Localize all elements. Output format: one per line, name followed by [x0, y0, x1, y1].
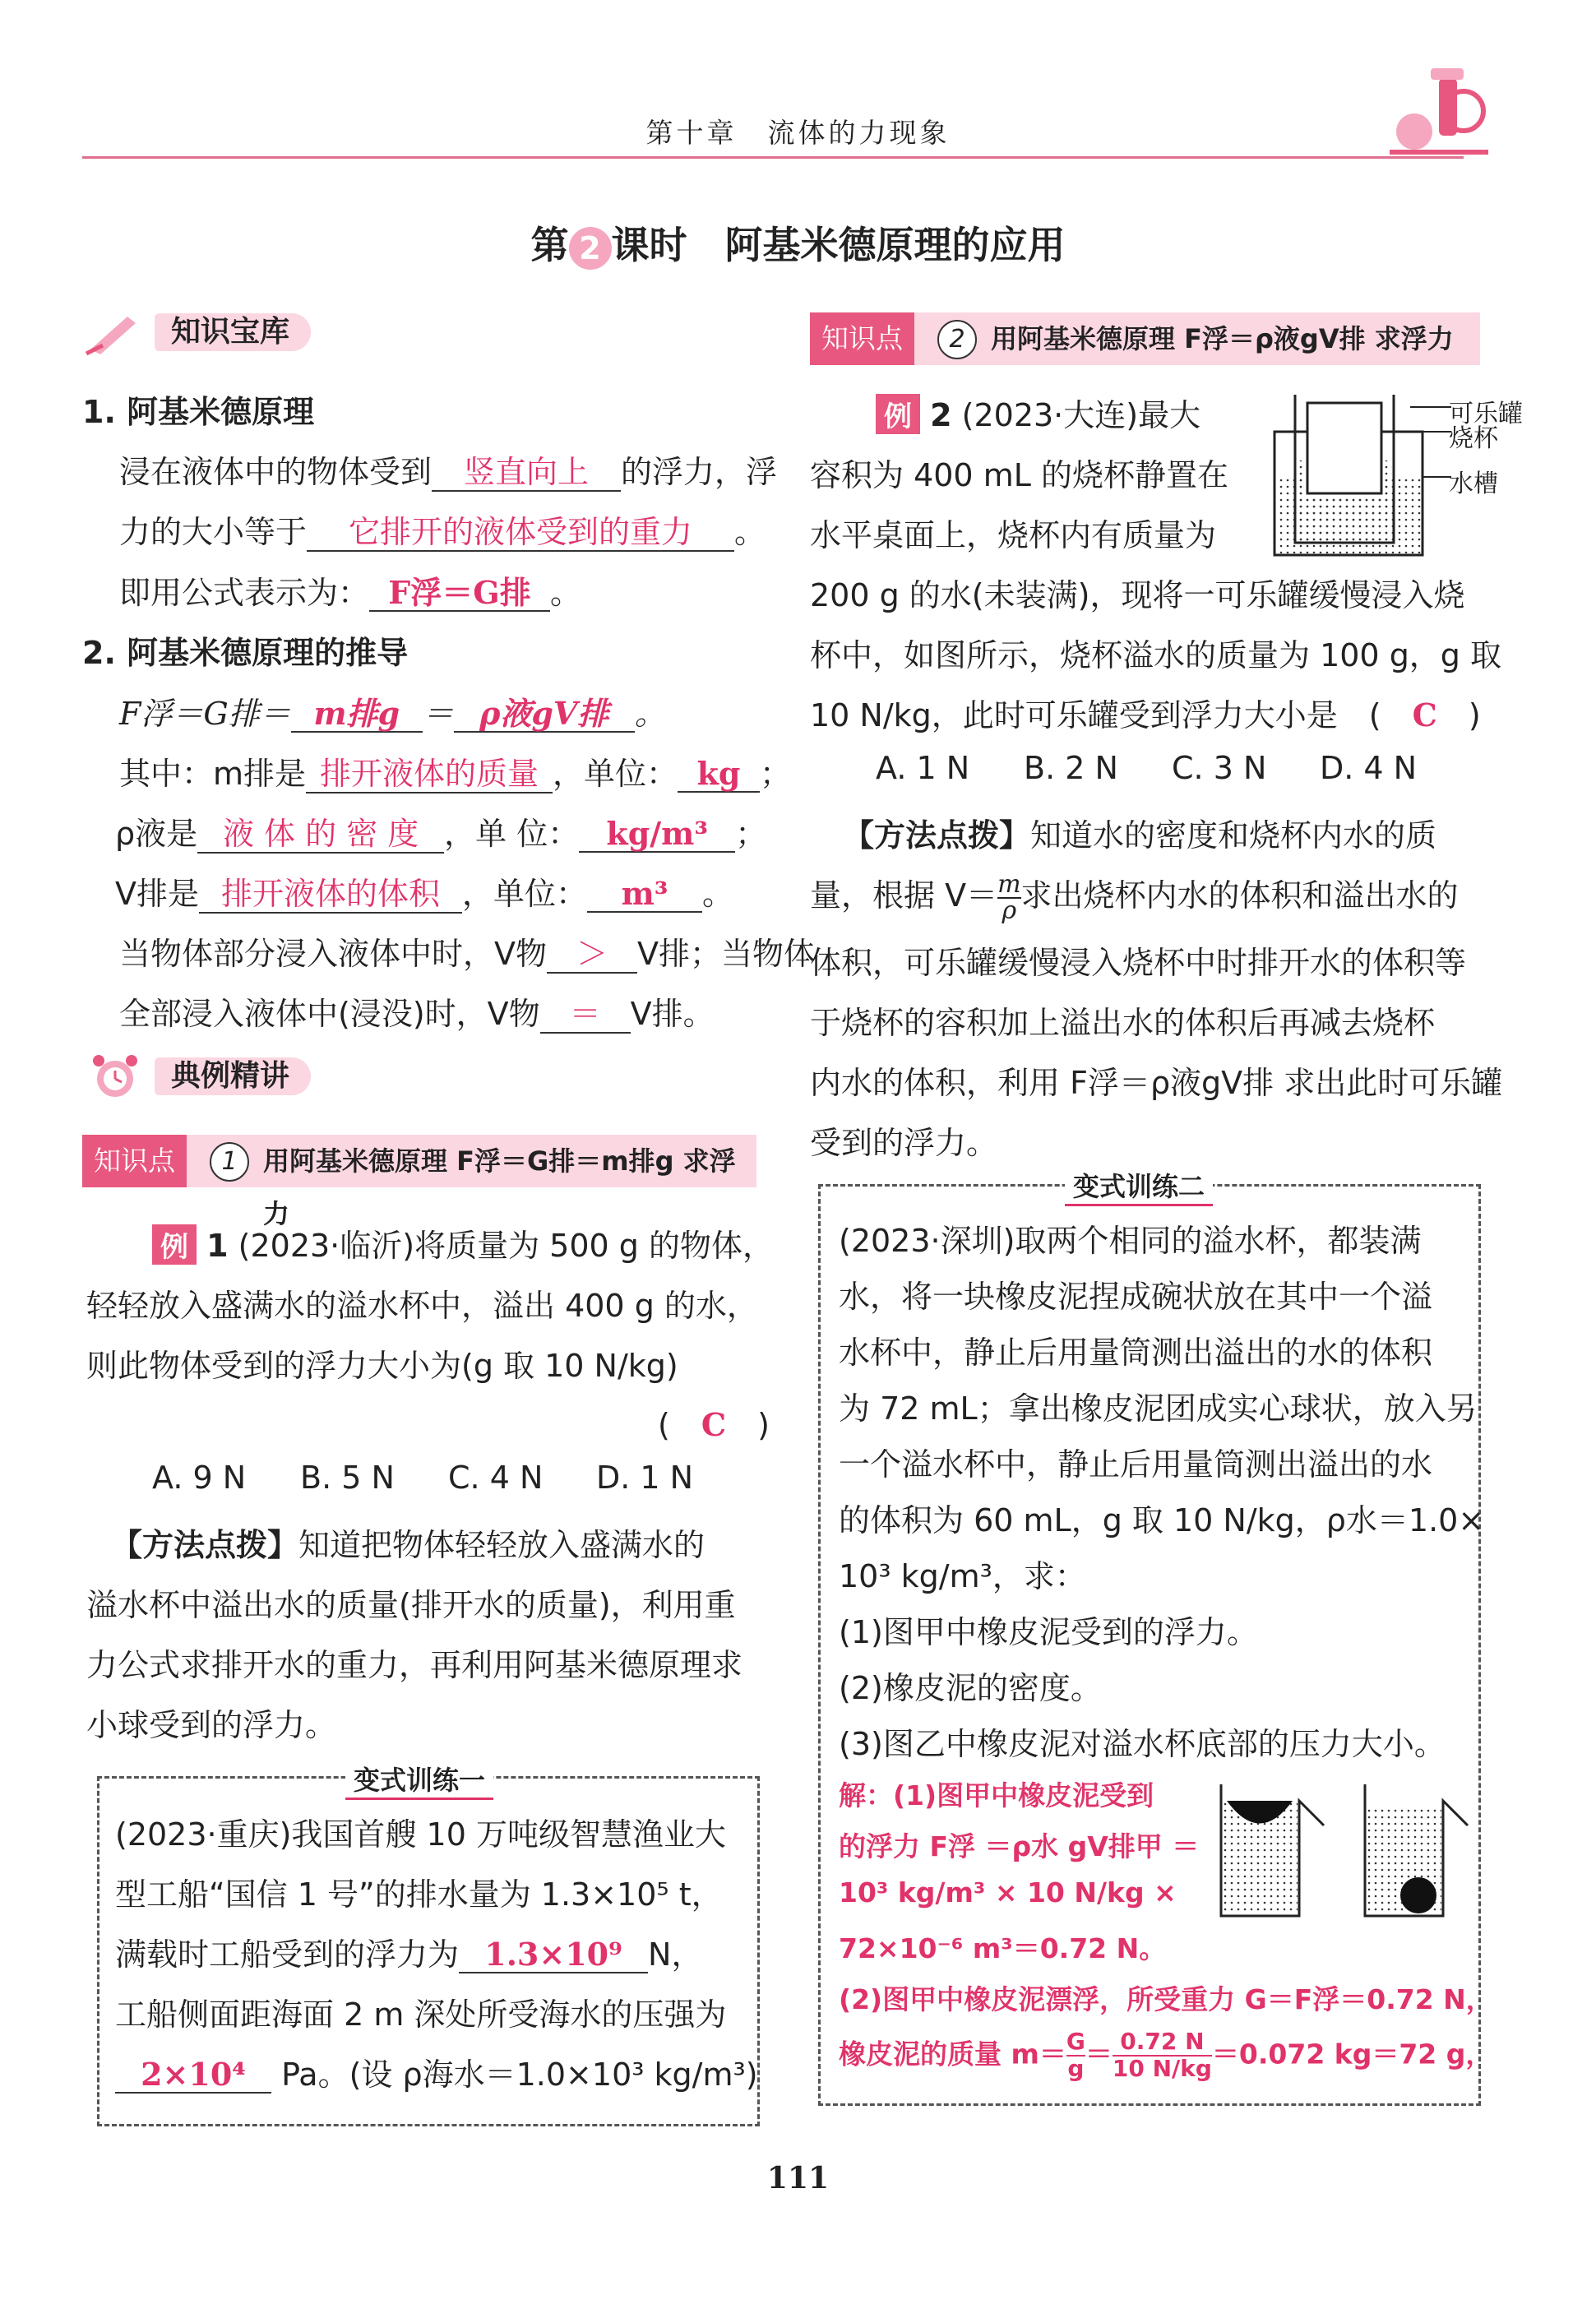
variant2-line7: 10³ kg/m³，求：: [839, 1558, 1086, 1594]
answer-blank: 竖直向上: [432, 456, 621, 492]
lesson-prefix: 第: [530, 223, 569, 267]
kp-title: 用阿基米德原理 F浮＝ρ液gV排 求浮力: [991, 323, 1454, 354]
answer-blank: F浮＝G排: [369, 576, 550, 612]
variant2-q2: (2)橡皮泥的密度。: [839, 1670, 1102, 1706]
example1-line3: 则此物体受到的浮力大小为(g 取 10 N/kg): [86, 1348, 678, 1384]
knowledge-item1-line3: 即用公式表示为： F浮＝G排 。: [119, 574, 582, 611]
lesson-number: 2: [569, 227, 612, 270]
variant2-line2: 水，将一块橡皮泥捏成碗状放在其中一个溢: [839, 1279, 1433, 1315]
answer-blank: 液 体 的 密 度: [197, 817, 444, 854]
volume-definition: V排是 排开液体的体积 ，单位： m³ 。: [115, 875, 734, 912]
chapter-header: 第十章 流体的力现象: [645, 117, 951, 149]
example2-method-line6: 受到的浮力。: [810, 1125, 998, 1161]
example2-line6: 10 N/kg，此时可乐罐受到浮力大小是 ( C ): [810, 696, 1481, 733]
example2-line4: 200 g 的水(未装满)，现将一可乐罐缓慢浸入烧: [810, 577, 1465, 613]
variant1-line4: 工船侧面距海面 2 m 深处所受海水的压强为: [115, 1996, 727, 2033]
example1-answer: ( C ): [658, 1406, 770, 1443]
answer-blank: 排开液体的质量: [306, 757, 553, 793]
knowledge-item1-line1: 浸在液体中的物体受到 竖直向上 的浮力，浮: [119, 454, 778, 490]
kp-tag: 知识点: [82, 1135, 187, 1187]
variant1-line5: 2×10⁴ Pa。(设 ρ海水＝1.0×10³ kg/m³): [115, 2049, 758, 2094]
variant2-title: 变式训练二: [1065, 1166, 1213, 1206]
variant2-solution-line5: (2)图甲中橡皮泥漂浮，所受重力 G＝F浮＝0.72 N，: [839, 1983, 1493, 2015]
example2-line2: 容积为 400 mL 的烧杯静置在: [810, 457, 1228, 493]
answer-blank: kg: [678, 756, 760, 793]
example-tag: 例: [876, 394, 920, 434]
answer-blank: m排g: [291, 696, 423, 733]
example1-option-d: D. 1 N: [596, 1460, 694, 1496]
microscope-icon: [1381, 62, 1497, 164]
knowledge-item1-title: 1. 阿基米德原理: [82, 394, 315, 430]
answer-blank: ρ液gV排: [454, 696, 635, 733]
mass-definition: 其中：m排是 排开液体的质量 ，单位： kg ；: [119, 755, 792, 792]
answer-blank: 2×10⁴: [115, 2057, 271, 2094]
answer-blank: 它排开的液体受到的重力: [307, 516, 734, 552]
knowledge-point-2: [810, 312, 1480, 365]
example2-option-a: A. 1 N: [876, 750, 970, 786]
example1-method-line2: 溢水杯中溢出水的质量(排开水的质量)，利用重: [86, 1587, 736, 1623]
density-definition: ρ液是 液 体 的 密 度 ，单 位： kg/m³ ；: [115, 815, 767, 852]
derivation-formula: F浮＝G排＝ m排g ＝ ρ液gV排 。: [119, 695, 666, 732]
lesson-title: [0, 215, 1596, 270]
example2-option-c: C. 3 N: [1172, 750, 1267, 786]
example1-option-c: C. 4 N: [448, 1460, 544, 1496]
example1-option-b: B. 5 N: [300, 1460, 395, 1496]
page-number: 111: [766, 2161, 830, 2195]
header-rule: [82, 156, 1464, 159]
answer-blank: m³: [587, 877, 702, 913]
example2-method-line3: 体积，可乐罐缓慢浸入烧杯中时排开水的体积等: [810, 945, 1467, 981]
example1-line1: 例 1 (2023·临沂)将质量为 500 g 的物体，: [152, 1220, 774, 1265]
example1-line2: 轻轻放入盛满水的溢水杯中，溢出 400 g 的水，: [86, 1288, 758, 1324]
example2-method-line2: 量，根据 V＝ $\frac{m}{\rho}$ 求出烧杯内水的体积和溢出水的: [810, 869, 1459, 925]
fig-label-can: 可乐罐: [1449, 400, 1523, 428]
example2-line1: 例 2 (2023·大连)最大: [876, 390, 1200, 435]
answer-blank: ＝: [540, 997, 631, 1034]
kp-title: 用阿基米德原理 F浮＝G排＝m排g 求浮力: [263, 1145, 736, 1229]
example1-option-a: A. 9 N: [152, 1460, 247, 1496]
example1-method-line1: 【方法点拨】知道把物体轻轻放入盛满水的: [111, 1527, 705, 1563]
kp-tag: 知识点: [810, 312, 914, 365]
variant1-line1: (2023·重庆)我国首艘 10 万吨级智慧渔业大: [115, 1816, 726, 1853]
fig-label-tank: 水槽: [1449, 470, 1498, 498]
answer-blank: 1.3×10⁹: [459, 1937, 648, 1973]
example1-method-line4: 小球受到的浮力。: [86, 1707, 337, 1743]
variant2-solution-line4: 72×10⁻⁶ m³＝0.72 N。: [839, 1932, 1167, 1964]
variant2-line5: 一个溢水杯中，静止后用量筒测出溢出的水: [839, 1446, 1433, 1483]
example2-line5: 杯中，如图所示，烧杯溢水的质量为 100 g，g 取: [810, 637, 1502, 673]
partial-immersion: 当物体部分浸入液体中时，V物 ＞ V排；当物体: [119, 936, 815, 972]
example2-answer: C: [1412, 696, 1437, 733]
example2-method-line1: 【方法点拨】知道水的密度和烧杯内水的质: [843, 817, 1437, 854]
variant2-solution-line1: 解：(1)图甲中橡皮泥受到: [839, 1779, 1154, 1811]
example2-method-line5: 内水的体积，利用 F浮＝ρ液gV排 求出此时可乐罐: [810, 1065, 1503, 1101]
section-knowledge: [82, 308, 362, 358]
full-immersion: 全部浸入液体中(浸没)时，V物 ＝ V排。: [119, 996, 715, 1032]
variant2-line3: 水杯中，静止后用量筒测出溢出的水的体积: [839, 1335, 1433, 1371]
variant2-q1: (1)图甲中橡皮泥受到的浮力。: [839, 1614, 1258, 1650]
answer-blank: ＞: [547, 937, 637, 974]
variant2-solution-line6: 橡皮泥的质量 m＝ $\frac{G}{g}$ ＝ $\frac{0.72 N}{10 N/kg}$ ＝0.072 kg＝72 g，: [839, 2028, 1493, 2082]
example2-line3: 水平桌面上，烧杯内有质量为: [810, 517, 1217, 553]
section-knowledge-label: 知识宝库: [155, 313, 311, 351]
kp-number: 1: [210, 1142, 249, 1182]
example2-method-line4: 于烧杯的容积加上溢出水的体积后再减去烧杯: [810, 1005, 1436, 1041]
answer-blank: kg/m³: [579, 817, 735, 853]
pen-icon: [82, 308, 148, 358]
section-examples: [82, 1053, 362, 1102]
variant2-solution-line3: 10³ kg/m³ × 10 N/kg ×: [839, 1876, 1177, 1909]
variant2-line1: (2023·深圳)取两个相同的溢水杯，都装满: [839, 1223, 1422, 1259]
example1-method-line3: 力公式求排开水的重力，再利用阿基米德原理求: [86, 1647, 743, 1683]
example-tag: 例: [152, 1224, 197, 1265]
lesson-suffix: 课时 阿基米德原理的应用: [611, 223, 1066, 267]
section-examples-label: 典例精讲: [155, 1057, 311, 1095]
knowledge-point-1: [82, 1135, 756, 1229]
variant2-line4: 为 72 mL；拿出橡皮泥团成实心球状，放入另: [839, 1390, 1478, 1427]
variant1-line2: 型工船“国信 1 号”的排水量为 1.3×10⁵ t，: [115, 1876, 723, 1913]
knowledge-item2-title: 2. 阿基米德原理的推导: [82, 635, 409, 671]
variant2-line6: 的体积为 60 mL，g 取 10 N/kg，ρ水＝1.0×: [839, 1502, 1485, 1538]
overflow-cup-figure-a: [1217, 1776, 1332, 1920]
variant2-solution-line2: 的浮力 F浮 ＝ρ水 gV排甲 ＝: [839, 1830, 1200, 1862]
fig-label-beaker: 烧杯: [1449, 424, 1498, 453]
kp-number: 2: [937, 320, 977, 359]
answer-blank: 排开液体的体积: [199, 877, 462, 914]
alarm-clock-icon: [82, 1053, 148, 1102]
overflow-cup-figure-b: [1361, 1776, 1476, 1920]
variant2-q3: (3)图乙中橡皮泥对溢水杯底部的压力大小。: [839, 1726, 1446, 1762]
variant1-line3: 满载时工船受到的浮力为 1.3×10⁹ N，: [115, 1936, 703, 1973]
example2-option-b: B. 2 N: [1024, 750, 1118, 786]
knowledge-item1-line2: 力的大小等于 它排开的液体受到的重力 。: [119, 514, 766, 550]
variant1-title: 变式训练一: [345, 1760, 493, 1800]
example2-option-d: D. 4 N: [1320, 750, 1418, 786]
